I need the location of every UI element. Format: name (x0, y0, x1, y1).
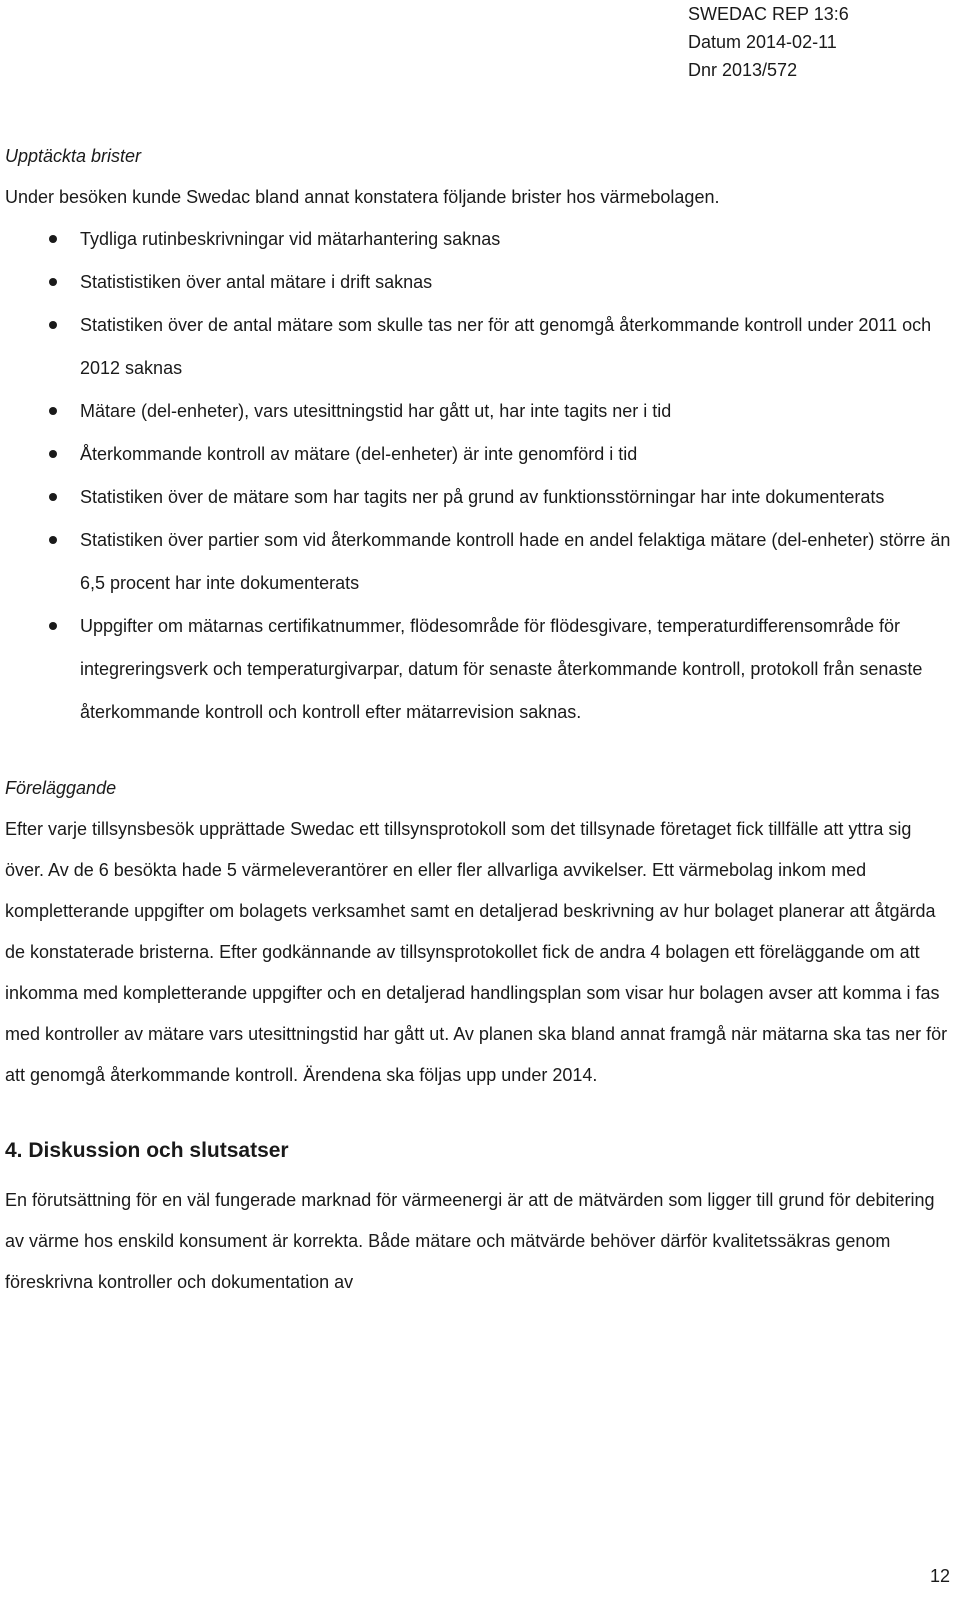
report-dnr: Dnr 2013/572 (688, 60, 798, 80)
list-item: Statististiken över antal mätare i drift saknas (5, 261, 951, 304)
bullet-icon (49, 450, 57, 458)
section-heading-diskussion: 4. Diskussion och slutsatser (5, 1139, 289, 1162)
list-item: Statistiken över de antal mätare som skulle tas ner för att genomgå återkommande kontroll under 2011 och 2012 saknas (5, 304, 951, 390)
bullet-icon (49, 493, 57, 501)
bullet-icon (49, 278, 57, 286)
bullet-icon (49, 407, 57, 415)
section-heading-brister: Upptäckta brister (5, 146, 142, 166)
bullet-icon (49, 622, 57, 630)
section-intro: Under besöken kunde Swedac bland annat konstatera följande brister hos värmebolagen. (5, 187, 720, 207)
list-item: Statistiken över de mätare som har tagits ner på grund av funktionsstörningar har inte dokumenterats (5, 476, 951, 519)
section-paragraph: En förutsättning för en väl fungerade marknad för värmeenergi är att de mätvärden som ligger till grund för debitering av värme hos enskild konsument är korrekta. Både mätare och mätvärde behöver därför kvalitetssäkras genom föreskrivna kontroller och dokumentation av (5, 1190, 935, 1292)
report-id: SWEDAC REP 13:6 (688, 4, 849, 24)
page-number: 12 (929, 1566, 950, 1586)
list-item: Statistiken över partier som vid återkommande kontroll hade en andel felaktiga mätare (del-enheter) större än 6,5 procent har inte dokumenterats (5, 519, 951, 605)
document-body (5, 136, 951, 1303)
report-date: Datum 2014-02-11 (688, 32, 837, 52)
list-item: Uppgifter om mätarnas certifikatnummer, flödesområde för flödesgivare, temperaturdifferensområde för integreringsverk och temperaturgivarpar, datum för senaste återkommande kontroll, protokoll från senaste återkommande kontroll och kontroll efter mätarrevision saknas. (5, 605, 951, 734)
document-header (688, 0, 849, 84)
list-item: Mätare (del-enheter), vars utesittningstid har gått ut, har inte tagits ner i tid (5, 390, 951, 433)
list-item: Återkommande kontroll av mätare (del-enheter) är inte genomförd i tid (5, 433, 951, 476)
bullet-icon (49, 235, 57, 243)
brister-list (5, 218, 951, 734)
list-item: Tydliga rutinbeskrivningar vid mätarhantering saknas (5, 218, 951, 261)
bullet-icon (49, 321, 57, 329)
section-paragraph: Efter varje tillsynsbesök upprättade Swedac ett tillsynsprotokoll som det tillsynade företaget fick tillfälle att yttra sig över. Av de 6 besökta hade 5 värmeleverantörer en eller fler allvarliga avvikelser. Ett värmebolag inkom med kompletterande uppgifter om bolagets verksamhet samt en detaljerad beskrivning av hur bolaget planerar att åtgärda de konstaterade bristerna. Efter godkännande av tillsynsprotokollet fick de andra 4 bolagen ett föreläggande om att inkomma med kompletterande uppgifter och en detaljerad handlingsplan som visar hur bolagen avser att komma i fas med kontroller av mätare vars utesittningstid har gått ut. Av planen ska bland annat framgå när mätarna ska tas ner för att genomgå återkommande kontroll. Ärendena ska följas upp under 2014. (5, 819, 948, 1085)
section-heading-forelaggande: Föreläggande (5, 778, 117, 798)
bullet-icon (49, 536, 57, 544)
